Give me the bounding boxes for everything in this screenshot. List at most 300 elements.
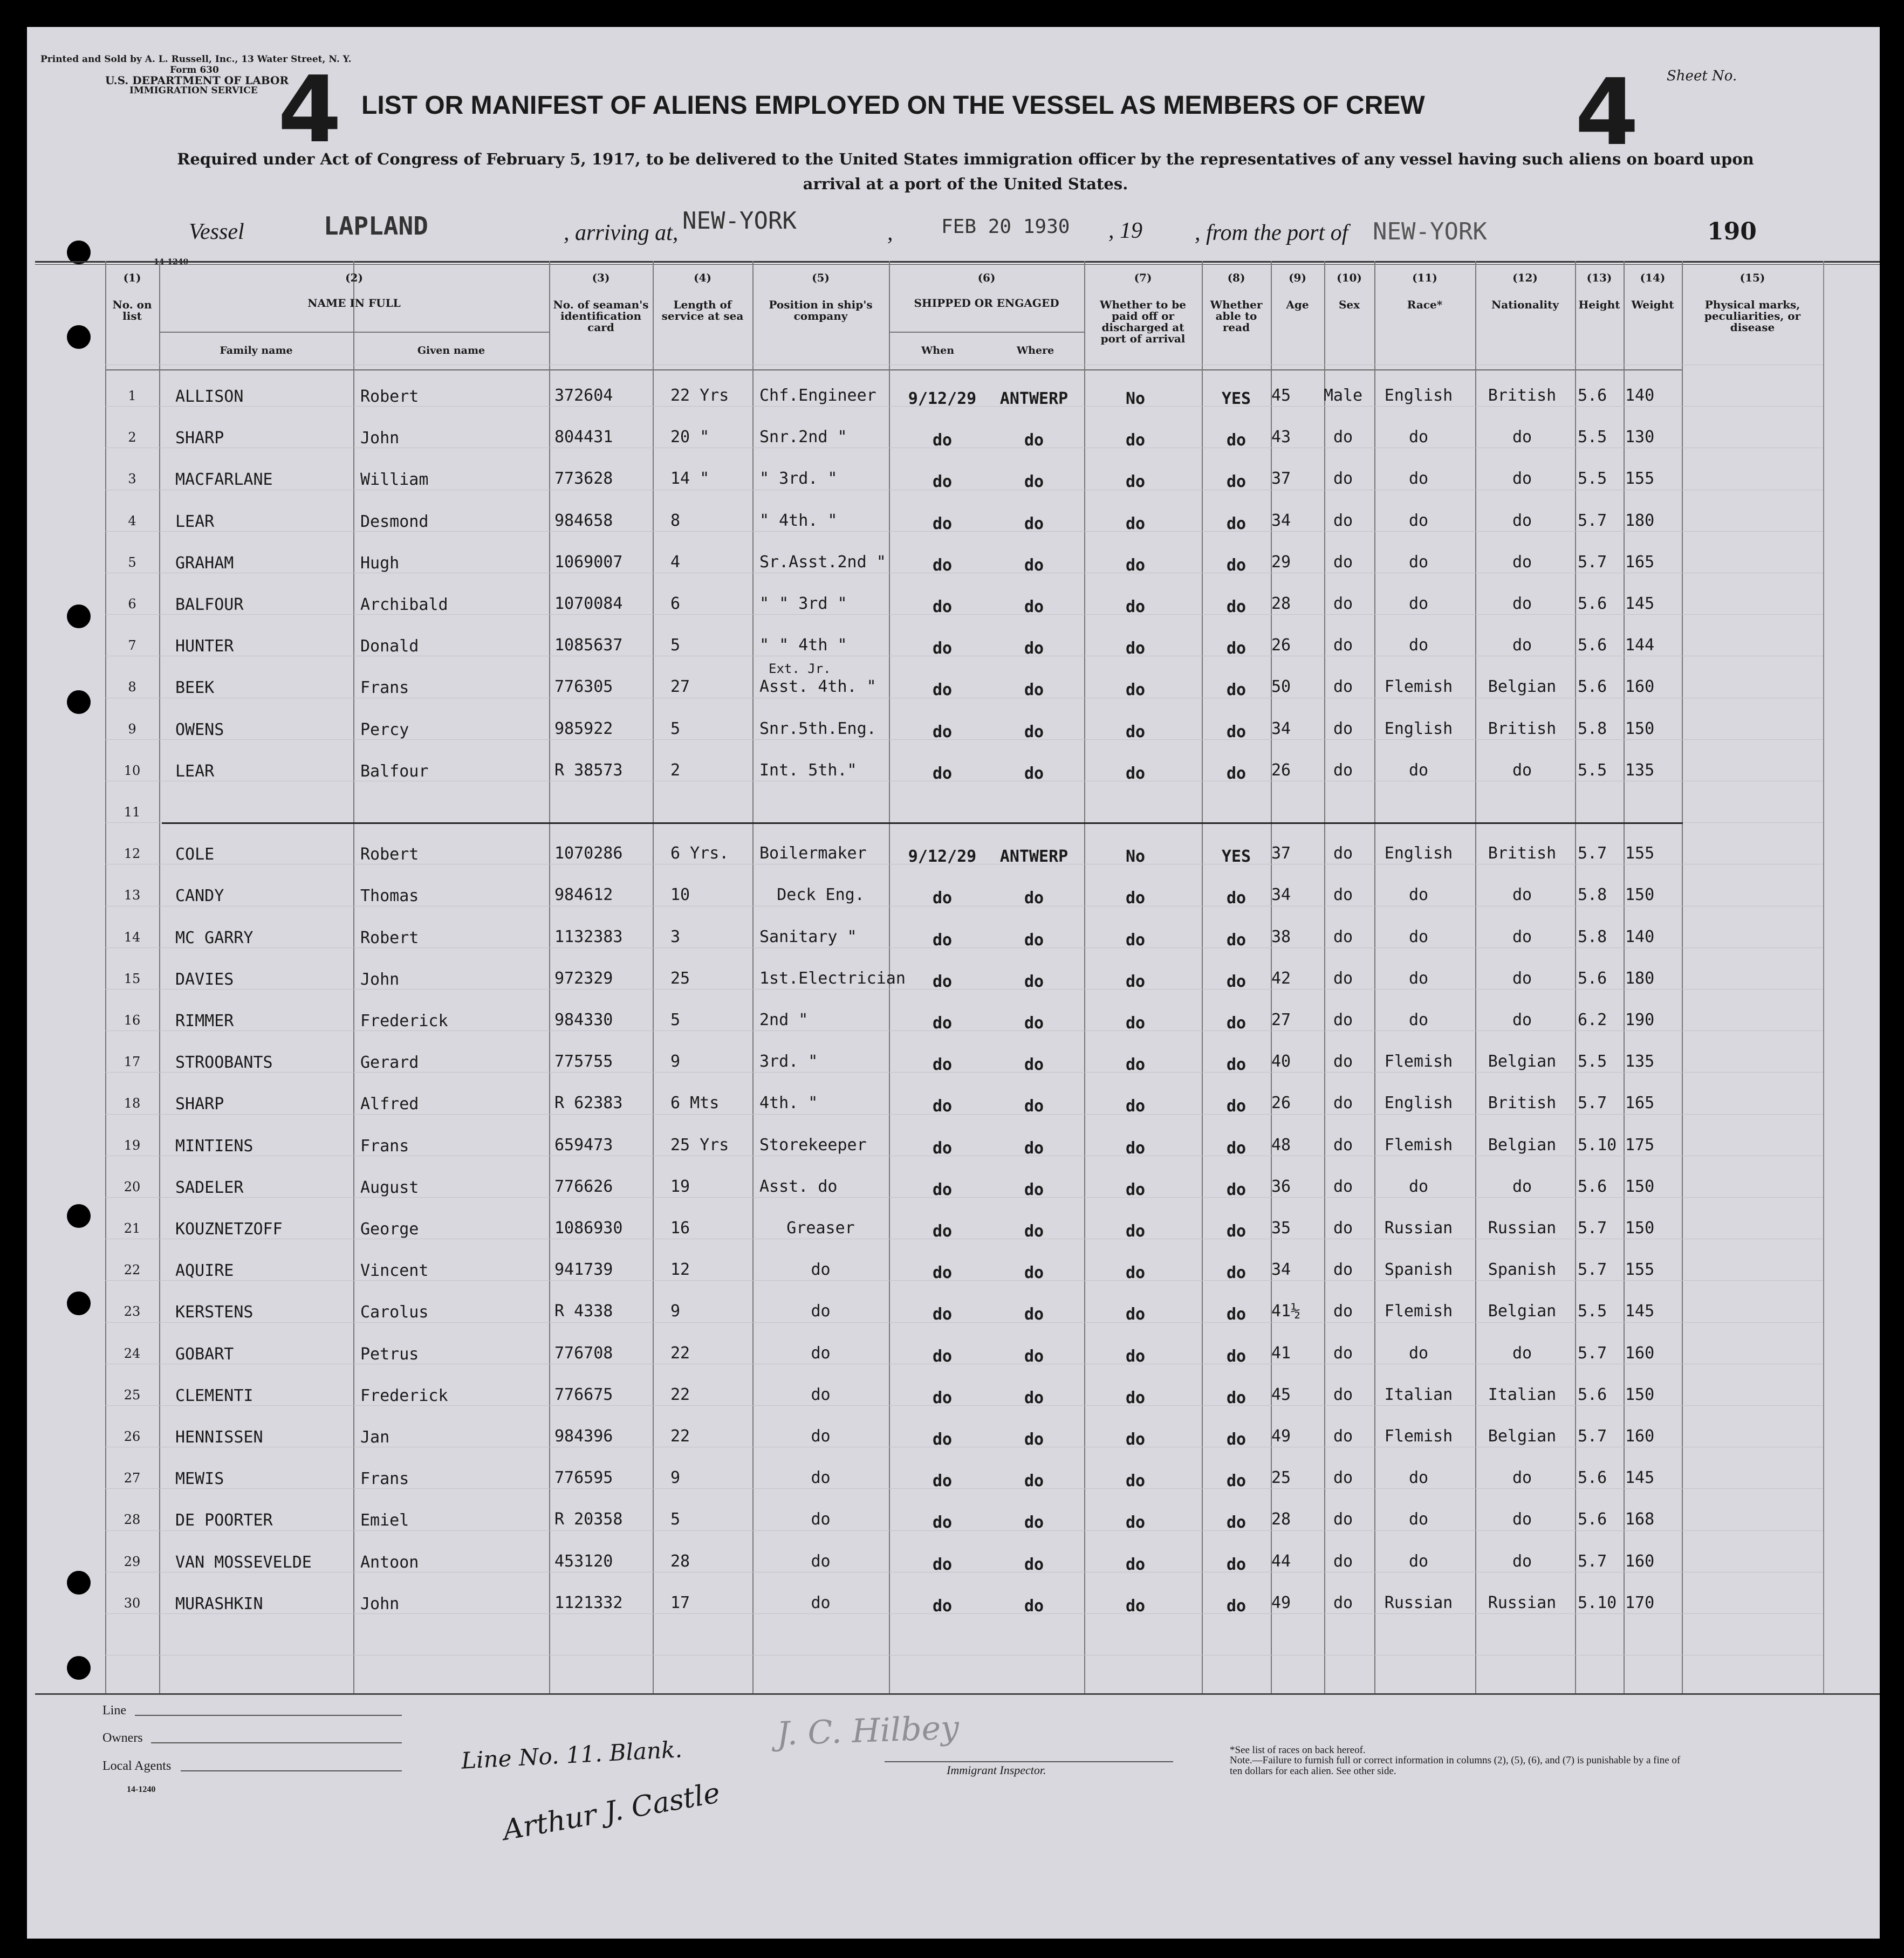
cell-position: Sr.Asst.2nd ": [759, 553, 886, 572]
cell-weight: 144: [1625, 636, 1655, 655]
column-number: (2): [345, 271, 363, 284]
column-number: (10): [1337, 271, 1362, 284]
cell-paid: do: [1125, 1597, 1146, 1616]
cell-read: do: [1226, 639, 1246, 658]
cell-age: 25: [1271, 1468, 1291, 1487]
cell-paid: do: [1125, 1139, 1146, 1158]
cell-height: 5.10: [1578, 1136, 1617, 1155]
cell-position: Deck Eng.: [777, 885, 865, 904]
cell-race: do: [1408, 594, 1429, 613]
owners-label: Owners: [102, 1731, 143, 1745]
cell-family: LEAR: [175, 512, 215, 531]
column-rule: [159, 261, 160, 1693]
cell-position: 3rd. ": [759, 1052, 818, 1071]
cell-service: 5: [670, 1510, 681, 1529]
cell-weight: 175: [1625, 1136, 1655, 1155]
cell-age: 41½: [1271, 1302, 1301, 1321]
cell-family: DE POORTER: [175, 1511, 273, 1530]
cell-service: 8: [670, 511, 681, 530]
cell-where: do: [1024, 764, 1044, 783]
cell-position: Chf.Engineer: [759, 386, 876, 405]
cell-where: do: [1024, 1222, 1044, 1241]
column-number: (7): [1134, 271, 1152, 284]
cell-card: 984612: [554, 885, 613, 904]
cell-no: 24: [124, 1346, 141, 1361]
column-header: No. of seaman's identification card: [553, 298, 649, 334]
cell-nationality: Italian: [1488, 1385, 1557, 1404]
cell-given: Petrus: [360, 1345, 419, 1364]
cell-sex: do: [1333, 594, 1353, 613]
cell-where: do: [1024, 681, 1044, 699]
cell-card: 776305: [554, 677, 613, 696]
cell-where: do: [1024, 1472, 1044, 1490]
big-number-right: 4: [1575, 59, 1639, 166]
cell-card: 372604: [554, 386, 613, 405]
cell-paid: do: [1125, 639, 1146, 658]
cell-position: Asst. 4th. ": [759, 677, 876, 696]
cell-paid: do: [1125, 1263, 1146, 1282]
column-header: NAME IN FULL: [307, 297, 401, 310]
cell-weight: 160: [1625, 1552, 1655, 1571]
cell-sex: do: [1333, 1011, 1353, 1029]
cell-no: 19: [124, 1138, 141, 1153]
cell-family: MINTIENS: [175, 1137, 254, 1156]
cell-service: 16: [670, 1219, 690, 1238]
cell-position: do: [811, 1260, 831, 1279]
cell-given: Donald: [360, 637, 419, 656]
cell-no: 20: [124, 1179, 141, 1194]
cell-card: 776626: [554, 1177, 613, 1196]
binder-hole: [67, 604, 91, 628]
column-rule: [1624, 261, 1625, 1693]
cell-height: 5.6: [1578, 1385, 1607, 1404]
cell-sex: do: [1333, 636, 1353, 655]
cell-no: 16: [124, 1013, 141, 1028]
department-name: U.S. DEPARTMENT OF LABOR: [105, 74, 289, 87]
column-subheader: Given name: [417, 345, 485, 356]
cell-no: 18: [124, 1096, 141, 1111]
cell-service: 12: [670, 1260, 690, 1279]
cell-sex: do: [1333, 1302, 1353, 1321]
cell-card: 659473: [554, 1136, 613, 1155]
cell-weight: 155: [1625, 469, 1655, 488]
cell-nationality: British: [1488, 386, 1557, 405]
cell-age: 27: [1271, 1011, 1291, 1029]
cell-height: 5.8: [1578, 928, 1607, 946]
cell-nationality: British: [1488, 1094, 1557, 1112]
cell-age: 26: [1271, 761, 1291, 780]
cell-where: do: [1024, 597, 1044, 616]
binder-hole: [67, 1291, 91, 1315]
cell-read: do: [1226, 431, 1246, 450]
cell-read: YES: [1221, 389, 1251, 408]
cell-height: 5.7: [1578, 1260, 1607, 1279]
column-header: Age: [1286, 298, 1309, 311]
cell-when: do: [932, 972, 953, 991]
cell-height: 5.7: [1578, 1219, 1607, 1238]
cell-service: 22: [670, 1427, 690, 1446]
line-label: Line: [102, 1703, 126, 1717]
line-field: [135, 1715, 402, 1716]
cell-age: 26: [1271, 636, 1291, 655]
cell-given: Robert: [360, 387, 419, 406]
cell-height: 5.7: [1578, 1427, 1607, 1446]
cell-position: " " 4th ": [759, 636, 847, 655]
cell-given: Frans: [360, 1137, 409, 1156]
column-header: Physical marks, peculiarities, or disease: [1704, 298, 1801, 334]
cell-nationality: do: [1512, 1510, 1532, 1529]
cell-age: 48: [1271, 1136, 1291, 1155]
year-label: , 19: [1108, 218, 1142, 243]
cell-position: Snr.5th.Eng.: [759, 719, 876, 738]
cell-position: do: [811, 1302, 831, 1321]
cell-race: do: [1408, 761, 1429, 780]
cell-read: do: [1226, 1139, 1246, 1158]
penalty-note: Note.—Failure to furnish full or correct information in columns (2), (5), (6), and (7) is punishable by a fine of ten dollars for each alien. See other side.: [1230, 1755, 1681, 1777]
cell-family: AQUIRE: [175, 1261, 234, 1280]
cell-read: do: [1226, 556, 1246, 575]
cell-no: 26: [124, 1429, 141, 1444]
cell-card: 776708: [554, 1344, 613, 1363]
cell-family: HENNISSEN: [175, 1428, 263, 1447]
cell-nationality: do: [1512, 885, 1532, 904]
cell-weight: 160: [1625, 677, 1655, 696]
cell-where: do: [1024, 1597, 1044, 1616]
column-rule: [653, 261, 654, 1693]
cell-height: 5.6: [1578, 594, 1607, 613]
column-number: (4): [694, 271, 711, 284]
binder-hole: [67, 1656, 91, 1680]
cell-service: 10: [670, 885, 690, 904]
cell-no: 29: [124, 1554, 141, 1569]
column-header: Height: [1578, 298, 1620, 311]
cell-service: 25 Yrs: [670, 1136, 729, 1155]
cell-where: do: [1024, 1014, 1044, 1033]
cell-where: do: [1024, 1055, 1044, 1074]
vessel-name: LAPLAND: [324, 211, 428, 241]
cell-position: Sanitary ": [759, 928, 857, 946]
sheet-number-label: Sheet No.: [1667, 68, 1737, 84]
cell-nationality: British: [1488, 719, 1557, 738]
cell-service: 2: [670, 761, 681, 780]
cell-where: do: [1024, 723, 1044, 741]
races-note: *See list of races on back hereof.: [1230, 1744, 1366, 1756]
cell-nationality: do: [1512, 1177, 1532, 1196]
cell-nationality: Belgian: [1488, 1052, 1557, 1071]
cell-weight: 180: [1625, 511, 1655, 530]
cell-race: do: [1408, 553, 1429, 572]
cell-when: do: [932, 931, 953, 950]
cell-paid: do: [1125, 764, 1146, 783]
cell-read: YES: [1221, 847, 1251, 866]
cell-where: do: [1024, 1263, 1044, 1282]
cell-height: 5.6: [1578, 386, 1607, 405]
cell-where: do: [1024, 1430, 1044, 1449]
cell-family: HUNTER: [175, 637, 234, 656]
cell-family: VAN MOSSEVELDE: [175, 1553, 312, 1572]
cell-weight: 165: [1625, 1094, 1655, 1112]
cell-weight: 170: [1625, 1593, 1655, 1612]
binder-hole: [67, 1204, 91, 1228]
column-number: (3): [592, 271, 610, 284]
cell-nationality: Russian: [1488, 1593, 1557, 1612]
cell-position-note: Ext. Jr.: [769, 661, 831, 676]
cell-service: 22 Yrs: [670, 386, 729, 405]
cell-height: 5.6: [1578, 636, 1607, 655]
cell-paid: do: [1125, 1430, 1146, 1449]
cell-card: 984330: [554, 1011, 613, 1029]
cell-race: Russian: [1384, 1593, 1453, 1612]
cell-height: 5.8: [1578, 885, 1607, 904]
cell-given: Percy: [360, 720, 409, 739]
cell-no: 22: [124, 1262, 141, 1277]
cell-age: 37: [1271, 844, 1291, 863]
cell-service: 22: [670, 1344, 690, 1363]
column-number: (15): [1739, 271, 1765, 284]
cell-card: 941739: [554, 1260, 613, 1279]
cell-sex: do: [1333, 928, 1353, 946]
cell-family: BALFOUR: [175, 595, 244, 614]
cell-position: " " 3rd ": [759, 594, 847, 613]
column-number: (5): [812, 271, 830, 284]
cell-service: 5: [670, 636, 681, 655]
cell-no: 13: [124, 888, 141, 903]
cell-sex: do: [1333, 844, 1353, 863]
cell-sex: do: [1333, 1468, 1353, 1487]
cell-card: 984658: [554, 511, 613, 530]
footer-code: 14-1240: [127, 1785, 156, 1794]
cell-height: 5.6: [1578, 677, 1607, 696]
cell-when: do: [932, 472, 953, 491]
cell-when: do: [932, 764, 953, 783]
cell-where: ANTWERP: [999, 847, 1069, 866]
cell-age: 36: [1271, 1177, 1291, 1196]
cell-when: do: [932, 1139, 953, 1158]
cell-when: do: [932, 1014, 953, 1033]
cell-nationality: do: [1512, 969, 1532, 988]
cell-position: do: [811, 1552, 831, 1571]
column-header: SHIPPED OR ENGAGED: [914, 297, 1059, 310]
cell-position: " 4th. ": [759, 511, 838, 530]
arrival-date: FEB 20 1930: [941, 216, 1070, 238]
cell-service: 28: [670, 1552, 690, 1571]
cell-service: 14 ": [670, 469, 710, 488]
cell-no: 1: [128, 388, 136, 403]
cell-no: 4: [128, 513, 136, 528]
cell-sex: do: [1333, 511, 1353, 530]
cell-age: 40: [1271, 1052, 1291, 1071]
cell-race: Flemish: [1384, 1052, 1453, 1071]
column-number: (9): [1289, 271, 1306, 284]
cell-family: SADELER: [175, 1178, 244, 1197]
requirement-text: Required under Act of Congress of February 5, 1917, to be delivered to the United States immigration officer by the representatives of any vessel having such aliens on board upon arrival at a port of the United States.: [177, 150, 1754, 193]
cell-where: do: [1024, 972, 1044, 991]
column-subheader: Family name: [220, 345, 293, 356]
cell-height: 5.5: [1578, 761, 1607, 780]
form-number: Form 630: [170, 65, 219, 75]
cell-read: do: [1226, 1472, 1246, 1490]
cell-sex: do: [1333, 1177, 1353, 1196]
cell-family: DAVIES: [175, 970, 234, 989]
cell-given: Archibald: [360, 595, 448, 614]
cell-no: 3: [128, 471, 136, 486]
cell-race: do: [1408, 511, 1429, 530]
cell-position: 2nd ": [759, 1011, 809, 1029]
cell-race: English: [1384, 386, 1453, 405]
cell-position: Storekeeper: [759, 1136, 867, 1155]
cell-weight: 150: [1625, 1385, 1655, 1404]
cell-age: 38: [1271, 928, 1291, 946]
cell-race: Italian: [1384, 1385, 1453, 1404]
cell-when: do: [932, 1555, 953, 1574]
cell-paid: do: [1125, 597, 1146, 616]
cell-family: SHARP: [175, 1095, 224, 1114]
cell-nationality: do: [1512, 1011, 1532, 1029]
cell-race: English: [1384, 844, 1453, 863]
cell-read: do: [1226, 931, 1246, 950]
cell-paid: do: [1125, 1389, 1146, 1407]
cell-position: Snr.2nd ": [759, 428, 847, 446]
cell-given: Emiel: [360, 1511, 409, 1530]
cell-paid: do: [1125, 1555, 1146, 1574]
cell-where: do: [1024, 1305, 1044, 1324]
cell-card: 1069007: [554, 553, 623, 572]
cell-height: 5.7: [1578, 1094, 1607, 1112]
cell-family: KERSTENS: [175, 1303, 254, 1322]
cell-where: do: [1024, 472, 1044, 491]
cell-paid: do: [1125, 1347, 1146, 1366]
cell-weight: 135: [1625, 1052, 1655, 1071]
cell-when: do: [932, 889, 953, 908]
cell-read: do: [1226, 764, 1246, 783]
owners-field: [151, 1742, 402, 1743]
cell-nationality: do: [1512, 1468, 1532, 1487]
cell-sex: Male: [1323, 386, 1363, 405]
cell-no: 7: [128, 638, 136, 653]
cell-position: Asst. do: [759, 1177, 838, 1196]
column-header: No. on list: [112, 298, 152, 322]
cell-weight: 150: [1625, 719, 1655, 738]
column-number: (1): [123, 271, 141, 284]
cell-read: do: [1226, 597, 1246, 616]
column-header: Weight: [1631, 298, 1674, 311]
cell-height: 5.6: [1578, 1468, 1607, 1487]
cell-given: Antoon: [360, 1553, 419, 1572]
cell-where: do: [1024, 1389, 1044, 1407]
cell-family: LEAR: [175, 762, 215, 781]
column-header: Whether able to read: [1210, 298, 1263, 334]
cell-card: 1121332: [554, 1593, 623, 1612]
cell-height: 6.2: [1578, 1011, 1607, 1029]
cell-race: Spanish: [1384, 1260, 1453, 1279]
cell-weight: 140: [1625, 386, 1655, 405]
cell-given: Desmond: [360, 512, 429, 531]
cell-race: English: [1384, 1094, 1453, 1112]
cell-weight: 160: [1625, 1344, 1655, 1363]
cell-height: 5.5: [1578, 1302, 1607, 1321]
cell-given: Jan: [360, 1428, 390, 1447]
cell-height: 5.6: [1578, 969, 1607, 988]
cell-nationality: do: [1512, 469, 1532, 488]
cell-where: do: [1024, 1347, 1044, 1366]
cell-read: do: [1226, 1180, 1246, 1199]
cell-no: 12: [124, 846, 141, 861]
arriving-port: NEW-YORK: [682, 207, 797, 235]
cell-card: R 20358: [554, 1510, 623, 1529]
cell-service: 25: [670, 969, 690, 988]
cell-race: do: [1408, 1177, 1429, 1196]
cell-family: STROOBANTS: [175, 1053, 273, 1072]
cell-card: 984396: [554, 1427, 613, 1446]
column-number: (14): [1640, 271, 1666, 284]
cell-read: do: [1226, 1222, 1246, 1241]
cell-weight: 150: [1625, 1219, 1655, 1238]
binder-hole: [67, 690, 91, 714]
column-number: (13): [1586, 271, 1612, 284]
cell-sex: do: [1333, 1385, 1353, 1404]
cell-height: 5.7: [1578, 1344, 1607, 1363]
cell-nationality: do: [1512, 594, 1532, 613]
page-number: 190: [1707, 218, 1757, 245]
cell-sex: do: [1333, 1136, 1353, 1155]
cell-no: 28: [124, 1512, 141, 1527]
cell-when: do: [932, 1389, 953, 1407]
cell-card: 972329: [554, 969, 613, 988]
cell-read: do: [1226, 972, 1246, 991]
cell-card: 776675: [554, 1385, 613, 1404]
cell-no: 5: [128, 555, 136, 570]
binder-hole: [67, 325, 91, 349]
cell-where: do: [1024, 514, 1044, 533]
cell-age: 45: [1271, 386, 1291, 405]
cell-height: 5.7: [1578, 511, 1607, 530]
cell-card: R 62383: [554, 1094, 623, 1112]
cell-card: 1085637: [554, 636, 623, 655]
cell-paid: do: [1125, 681, 1146, 699]
cell-nationality: British: [1488, 844, 1557, 863]
cell-sex: do: [1333, 969, 1353, 988]
cell-service: 17: [670, 1593, 690, 1612]
cell-paid: do: [1125, 1055, 1146, 1074]
column-header: Nationality: [1491, 298, 1559, 311]
cell-height: 5.6: [1578, 1177, 1607, 1196]
cell-paid: do: [1125, 1222, 1146, 1241]
cell-nationality: do: [1512, 761, 1532, 780]
cell-sex: do: [1333, 1344, 1353, 1363]
cell-position: do: [811, 1427, 831, 1446]
cell-given: George: [360, 1220, 419, 1239]
cell-position: do: [811, 1385, 831, 1404]
vessel-label: Vessel: [189, 219, 244, 244]
cell-position: " 3rd. ": [759, 469, 838, 488]
row-11-cancel-rule: [162, 822, 1683, 824]
cell-height: 5.10: [1578, 1593, 1617, 1612]
inspector-signature: J. C. Hilbey: [776, 1709, 960, 1753]
cell-weight: 145: [1625, 1302, 1655, 1321]
cell-card: R 4338: [554, 1302, 613, 1321]
cell-age: 34: [1271, 1260, 1291, 1279]
cell-nationality: Belgian: [1488, 677, 1557, 696]
cell-sex: do: [1333, 885, 1353, 904]
cell-where: do: [1024, 1139, 1044, 1158]
cell-card: 775755: [554, 1052, 613, 1071]
cell-family: CANDY: [175, 887, 224, 905]
cell-race: do: [1408, 428, 1429, 446]
cell-paid: do: [1125, 1097, 1146, 1116]
cell-paid: do: [1125, 931, 1146, 950]
cell-when: do: [932, 1430, 953, 1449]
cell-no: 10: [124, 763, 141, 778]
